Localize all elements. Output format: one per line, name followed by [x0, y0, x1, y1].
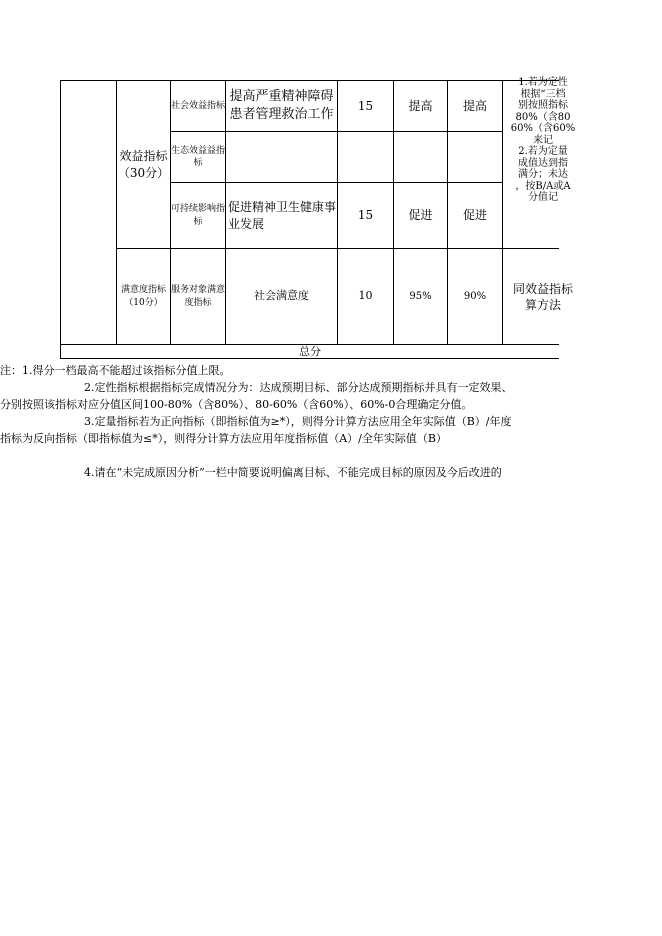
note-line: ，按B/A或A: [515, 180, 571, 192]
satisfaction-indicator-cell: 社会满意度: [226, 249, 338, 345]
note-line: 别按照指标: [518, 100, 568, 111]
note-line: 来记: [533, 134, 553, 146]
indicator-cell: 促进精神卫生健康事业发展: [226, 183, 338, 249]
actual-cell: 促进: [448, 183, 503, 249]
footnote-line: 2.定性指标根据指标完成情况分为：达成预期目标、部分达成预期指标并具有一定效果、: [84, 381, 513, 394]
actual-cell: [448, 132, 503, 183]
performance-indicator-table: [60, 77, 576, 359]
note-line: 80%（含80: [515, 111, 571, 123]
satisfaction-subcategory-cell: 服务对象满意度指标: [171, 249, 226, 345]
note-line: 成值达到指: [518, 157, 568, 169]
target-cell: [394, 132, 448, 183]
satisfaction-target-cell: 95%: [394, 249, 448, 345]
satisfaction-weight-cell: 10: [338, 249, 394, 345]
weight-cell: 15: [338, 81, 394, 132]
table-row: [61, 81, 560, 132]
note-line: 60%（含60%: [510, 123, 576, 134]
indicator-cell: 提高严重精神障碍患者管理救治工作: [226, 81, 338, 132]
footnote-line: 分别按照该指标对应分值区间100-80%（含80%）、80-60%（含60%）、60%-0合理确定分值。: [0, 398, 473, 411]
subcategory-cell: 可持续影响指标: [171, 183, 226, 249]
note-line: 满分；未达: [518, 169, 568, 180]
benefit-group-weight: （30分）: [117, 165, 170, 180]
target-cell: 促进: [394, 183, 448, 249]
note-line: 1.若为定性: [518, 77, 568, 88]
satisfaction-actual-cell: 90%: [448, 249, 503, 345]
scoring-notes-text: [503, 77, 583, 204]
target-cell: 提高: [394, 81, 448, 132]
footnotes: [0, 362, 662, 481]
weight-cell: [338, 132, 394, 183]
subcategory-cell: 生态效益益指标: [171, 132, 226, 183]
table-row: [61, 249, 560, 345]
scoring-notes-cell: [503, 77, 576, 249]
note-line: 分值记: [528, 192, 558, 203]
subcategory-cell: 社会效益指标: [171, 81, 226, 132]
footnote-line: 指标为反向指标（即指标值为≤*），则得分计算方法应用年度指标值（A）/全年实际值（B）: [0, 432, 447, 445]
footnote-line: 注：1.得分一档最高不能超过该指标分值上限。: [0, 364, 231, 377]
actual-cell: 提高: [448, 81, 503, 132]
benefit-group-cell: [117, 81, 171, 249]
note-line: 2.若为定量: [518, 146, 568, 157]
note-line: 同效益指标: [512, 281, 573, 296]
satisfaction-notes-text: [503, 281, 583, 313]
footnote-line: 4.请在“未完成原因分析”一栏中简要说明偏离目标、不能完成目标的原因及今后改进的: [84, 466, 502, 479]
footnote-line: 3.定量指标若为正向指标（即指标值为≥*），则得分计算方法应用全年实际值（B）/年度: [84, 415, 512, 428]
level-one-blank-cell: [61, 81, 117, 345]
benefit-group-name: 效益指标: [119, 149, 168, 164]
satisfaction-notes-cell: [503, 249, 573, 345]
note-line: 算方法: [524, 297, 561, 312]
weight-cell: 15: [338, 183, 394, 249]
total-score-label: 总分: [61, 345, 560, 359]
indicator-cell: [226, 132, 338, 183]
total-row: [61, 345, 560, 359]
satisfaction-group-cell: 满意度指标（10分）: [117, 249, 171, 345]
note-line: 根据“三档: [520, 88, 566, 100]
